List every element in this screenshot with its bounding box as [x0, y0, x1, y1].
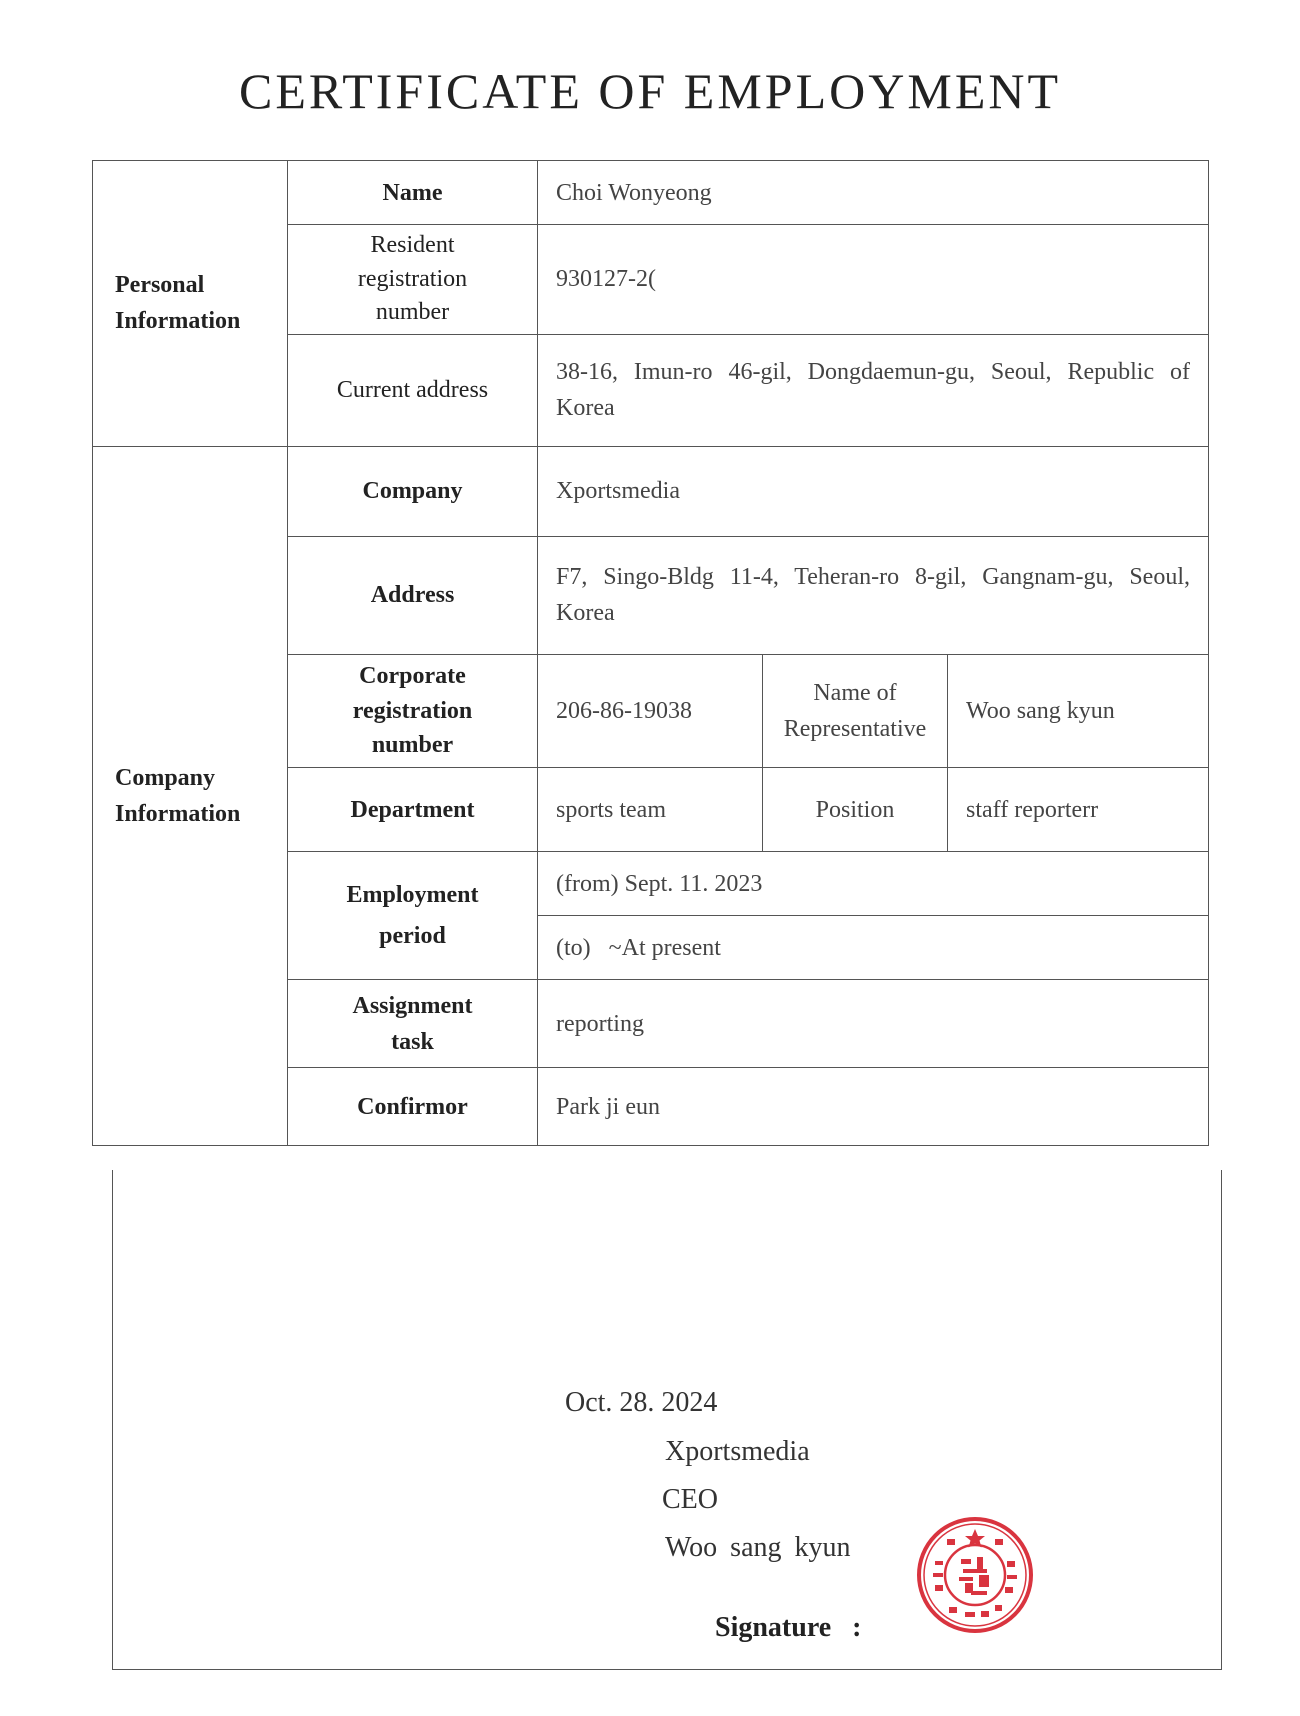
company-value: Xportsmedia [538, 446, 1209, 536]
company-label: Company [288, 446, 538, 536]
signature-label: Signature : [715, 1612, 862, 1643]
name-label: Name [288, 161, 538, 225]
employment-period-from: (from) Sept. 11. 2023 [538, 852, 1209, 916]
issuer-company: Xportsmedia [665, 1436, 810, 1467]
employment-period-to: (to) ~At present [538, 916, 1209, 980]
current-address-label: Current address [288, 334, 538, 446]
company-address-label: Address [288, 536, 538, 654]
employment-period-label: Employment period [288, 852, 538, 980]
confirmor-value: Park ji eun [538, 1068, 1209, 1146]
position-label: Position [763, 768, 948, 852]
position-value: staff reporterr [948, 768, 1209, 852]
corporate-registration-label: Corporate registration number [288, 654, 538, 767]
assignment-task-value: reporting [538, 980, 1209, 1068]
issuer-title: CEO [662, 1484, 718, 1515]
company-seal-stamp-icon [915, 1515, 1035, 1635]
certificate-table [92, 160, 1209, 1146]
issuer-name: Woo sang kyun [665, 1532, 851, 1563]
personal-info-group-label: Personal Information [93, 161, 288, 447]
document-title: CERTIFICATE OF EMPLOYMENT [238, 63, 1062, 119]
corporate-registration-value: 206-86-19038 [538, 654, 763, 767]
representative-value: Woo sang kyun [948, 654, 1209, 767]
issuance-section [112, 1170, 1222, 1670]
name-row [93, 161, 1209, 225]
department-label: Department [288, 768, 538, 852]
current-address-value: 38-16, Imun-ro 46-gil, Dongdaemun-gu, Seoul, Republic of Korea [538, 334, 1209, 446]
representative-label: Name of Representative [763, 654, 948, 767]
company-row [93, 446, 1209, 536]
assignment-task-label: Assignment task [288, 980, 538, 1068]
company-info-group-label: Company Information [93, 446, 288, 1145]
issue-date: Oct. 28. 2024 [565, 1387, 718, 1418]
department-value: sports team [538, 768, 763, 852]
name-value: Choi Wonyeong [538, 161, 1209, 225]
resident-registration-value: 930127-2( [538, 225, 1209, 335]
resident-registration-label: Resident registration number [288, 225, 538, 335]
company-address-value: F7, Singo-Bldg 11-4, Teheran-ro 8-gil, Gangnam-gu, Seoul, Korea [538, 536, 1209, 654]
confirmor-label: Confirmor [288, 1068, 538, 1146]
